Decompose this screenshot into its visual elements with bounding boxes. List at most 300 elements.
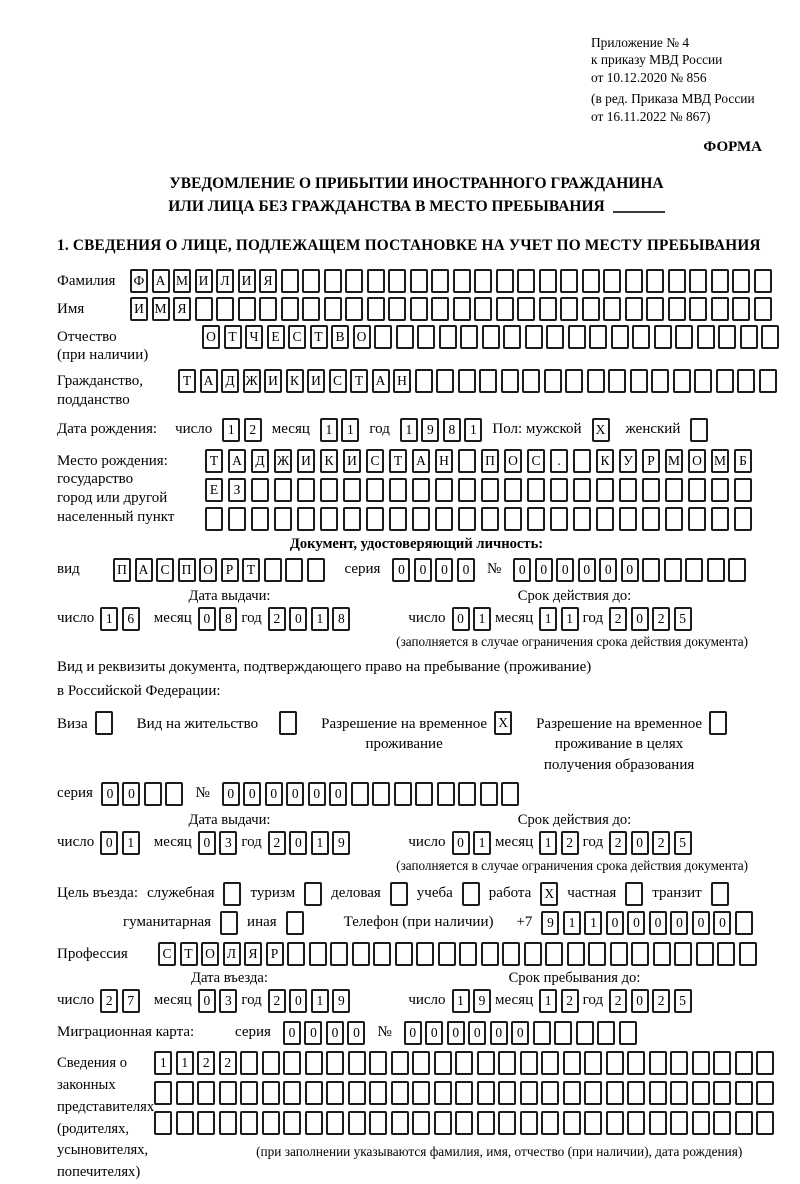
char-cell[interactable]: 9 [332, 831, 350, 855]
char-cell[interactable] [343, 507, 361, 531]
char-cell[interactable] [565, 369, 583, 393]
char-cell[interactable] [458, 369, 476, 393]
char-cell[interactable]: С [156, 558, 174, 582]
char-cell[interactable] [307, 558, 325, 582]
char-cell[interactable] [517, 269, 535, 293]
char-cell[interactable] [391, 1081, 409, 1105]
char-cell[interactable]: 0 [692, 911, 710, 935]
char-cell[interactable] [541, 1051, 559, 1075]
char-cell[interactable]: 0 [308, 782, 326, 806]
char-cell[interactable]: 1 [539, 607, 557, 631]
char-cell[interactable] [297, 507, 315, 531]
char-cell[interactable] [606, 1111, 624, 1135]
char-cell[interactable]: 2 [609, 607, 627, 631]
char-cell[interactable] [664, 558, 682, 582]
char-cell[interactable] [501, 782, 519, 806]
char-cell[interactable] [541, 1081, 559, 1105]
char-cell[interactable] [619, 507, 637, 531]
char-cell[interactable] [665, 507, 683, 531]
char-cell[interactable] [369, 1081, 387, 1105]
char-cell[interactable] [734, 507, 752, 531]
char-cell[interactable] [603, 269, 621, 293]
char-cell[interactable]: Т [224, 325, 242, 349]
char-cell[interactable]: 0 [435, 558, 453, 582]
char-cell[interactable] [345, 269, 363, 293]
char-cell[interactable]: 1 [311, 607, 329, 631]
char-cell[interactable]: Я [259, 269, 277, 293]
char-cell[interactable] [320, 507, 338, 531]
char-cell[interactable] [568, 325, 586, 349]
char-cell[interactable] [649, 1081, 667, 1105]
char-cell[interactable]: 0 [392, 558, 410, 582]
char-cell[interactable] [554, 1021, 572, 1045]
char-cell[interactable]: 6 [122, 607, 140, 631]
char-cell[interactable] [320, 478, 338, 502]
char-cell[interactable]: 0 [457, 558, 475, 582]
char-cell[interactable]: Л [216, 269, 234, 293]
char-cell[interactable] [439, 325, 457, 349]
char-cell[interactable] [545, 942, 563, 966]
char-cell[interactable] [453, 269, 471, 293]
char-cell[interactable]: 0 [414, 558, 432, 582]
char-cell[interactable] [348, 1081, 366, 1105]
char-cell[interactable]: 0 [289, 607, 307, 631]
char-cell[interactable] [390, 882, 408, 906]
char-cell[interactable] [625, 882, 643, 906]
char-cell[interactable] [262, 1051, 280, 1075]
char-cell[interactable] [689, 297, 707, 321]
char-cell[interactable] [573, 449, 591, 473]
char-cell[interactable] [395, 942, 413, 966]
char-cell[interactable]: С [329, 369, 347, 393]
char-cell[interactable] [653, 942, 671, 966]
char-cell[interactable] [504, 478, 522, 502]
char-cell[interactable]: 0 [670, 911, 688, 935]
char-cell[interactable]: 1 [176, 1051, 194, 1075]
char-cell[interactable] [651, 369, 669, 393]
char-cell[interactable] [286, 911, 304, 935]
char-cell[interactable] [717, 942, 735, 966]
char-cell[interactable] [690, 418, 708, 442]
char-cell[interactable]: 0 [326, 1021, 344, 1045]
char-cell[interactable]: И [307, 369, 325, 393]
char-cell[interactable] [348, 1111, 366, 1135]
char-cell[interactable]: 0 [452, 831, 470, 855]
char-cell[interactable]: Ч [245, 325, 263, 349]
char-cell[interactable] [631, 942, 649, 966]
char-cell[interactable]: У [619, 449, 637, 473]
char-cell[interactable] [481, 478, 499, 502]
char-cell[interactable] [670, 1111, 688, 1135]
char-cell[interactable] [351, 782, 369, 806]
char-cell[interactable] [560, 269, 578, 293]
char-cell[interactable] [670, 1081, 688, 1105]
char-cell[interactable] [281, 297, 299, 321]
char-cell[interactable] [281, 269, 299, 293]
char-cell[interactable] [573, 507, 591, 531]
char-cell[interactable] [302, 269, 320, 293]
char-cell[interactable] [563, 1081, 581, 1105]
char-cell[interactable] [692, 1051, 710, 1075]
char-cell[interactable]: 2 [652, 831, 670, 855]
char-cell[interactable] [436, 369, 454, 393]
char-cell[interactable]: 1 [473, 607, 491, 631]
char-cell[interactable]: О [202, 325, 220, 349]
char-cell[interactable] [366, 478, 384, 502]
char-cell[interactable] [754, 297, 772, 321]
char-cell[interactable] [502, 942, 520, 966]
char-cell[interactable] [619, 1021, 637, 1045]
char-cell[interactable]: Т [180, 942, 198, 966]
char-cell[interactable] [632, 325, 650, 349]
char-cell[interactable] [274, 478, 292, 502]
char-cell[interactable] [735, 1111, 753, 1135]
char-cell[interactable]: А [228, 449, 246, 473]
char-cell[interactable] [369, 1111, 387, 1135]
char-cell[interactable] [544, 369, 562, 393]
char-cell[interactable] [759, 369, 777, 393]
char-cell[interactable] [589, 325, 607, 349]
char-cell[interactable]: Е [205, 478, 223, 502]
char-cell[interactable]: М [711, 449, 729, 473]
char-cell[interactable] [520, 1111, 538, 1135]
char-cell[interactable]: И [238, 269, 256, 293]
char-cell[interactable] [539, 297, 557, 321]
char-cell[interactable] [533, 1021, 551, 1045]
char-cell[interactable]: В [331, 325, 349, 349]
char-cell[interactable]: Е [267, 325, 285, 349]
char-cell[interactable] [627, 1081, 645, 1105]
char-cell[interactable]: 0 [452, 607, 470, 631]
char-cell[interactable] [283, 1111, 301, 1135]
char-cell[interactable]: К [286, 369, 304, 393]
char-cell[interactable]: И [343, 449, 361, 473]
char-cell[interactable] [732, 269, 750, 293]
char-cell[interactable] [711, 478, 729, 502]
char-cell[interactable] [216, 297, 234, 321]
char-cell[interactable] [654, 325, 672, 349]
char-cell[interactable] [220, 911, 238, 935]
char-cell[interactable]: Р [221, 558, 239, 582]
char-cell[interactable]: Ф [130, 269, 148, 293]
char-cell[interactable]: Я [173, 297, 191, 321]
char-cell[interactable]: 0 [631, 989, 649, 1013]
char-cell[interactable] [688, 478, 706, 502]
char-cell[interactable] [240, 1081, 258, 1105]
char-cell[interactable]: 2 [561, 989, 579, 1013]
char-cell[interactable]: 8 [443, 418, 461, 442]
char-cell[interactable] [412, 1081, 430, 1105]
char-cell[interactable] [240, 1111, 258, 1135]
char-cell[interactable]: 0 [404, 1021, 422, 1045]
char-cell[interactable]: 1 [122, 831, 140, 855]
char-cell[interactable]: 0 [631, 831, 649, 855]
char-cell[interactable] [195, 297, 213, 321]
char-cell[interactable]: С [366, 449, 384, 473]
char-cell[interactable] [259, 297, 277, 321]
char-cell[interactable]: Л [223, 942, 241, 966]
char-cell[interactable]: 0 [627, 911, 645, 935]
char-cell[interactable] [345, 297, 363, 321]
char-cell[interactable] [412, 478, 430, 502]
char-cell[interactable]: М [173, 269, 191, 293]
char-cell[interactable] [95, 711, 113, 735]
char-cell[interactable]: 2 [652, 607, 670, 631]
char-cell[interactable] [674, 942, 692, 966]
char-cell[interactable] [649, 1051, 667, 1075]
char-cell[interactable]: 0 [304, 1021, 322, 1045]
char-cell[interactable] [563, 1051, 581, 1075]
char-cell[interactable] [304, 882, 322, 906]
char-cell[interactable]: 1 [100, 607, 118, 631]
char-cell[interactable] [219, 1081, 237, 1105]
char-cell[interactable]: О [199, 558, 217, 582]
char-cell[interactable] [343, 478, 361, 502]
char-cell[interactable] [754, 269, 772, 293]
char-cell[interactable] [582, 297, 600, 321]
char-cell[interactable] [735, 1051, 753, 1075]
char-cell[interactable] [527, 507, 545, 531]
char-cell[interactable] [412, 507, 430, 531]
char-cell[interactable]: 2 [219, 1051, 237, 1075]
char-cell[interactable] [739, 942, 757, 966]
char-cell[interactable] [251, 507, 269, 531]
char-cell[interactable] [324, 297, 342, 321]
char-cell[interactable]: Ж [243, 369, 261, 393]
char-cell[interactable]: 0 [198, 607, 216, 631]
char-cell[interactable] [431, 269, 449, 293]
char-cell[interactable] [718, 325, 736, 349]
char-cell[interactable]: П [178, 558, 196, 582]
char-cell[interactable] [274, 507, 292, 531]
char-cell[interactable]: 7 [122, 989, 140, 1013]
char-cell[interactable] [367, 269, 385, 293]
char-cell[interactable] [675, 325, 693, 349]
char-cell[interactable]: 1 [341, 418, 359, 442]
char-cell[interactable] [692, 1081, 710, 1105]
char-cell[interactable] [646, 297, 664, 321]
char-cell[interactable] [716, 369, 734, 393]
char-cell[interactable] [477, 1081, 495, 1105]
char-cell[interactable] [567, 942, 585, 966]
char-cell[interactable] [297, 478, 315, 502]
char-cell[interactable] [520, 1081, 538, 1105]
char-cell[interactable]: 2 [268, 607, 286, 631]
char-cell[interactable] [460, 325, 478, 349]
char-cell[interactable]: 0 [713, 911, 731, 935]
char-cell[interactable] [713, 1051, 731, 1075]
char-cell[interactable] [539, 269, 557, 293]
char-cell[interactable]: Т [205, 449, 223, 473]
char-cell[interactable] [477, 1051, 495, 1075]
char-cell[interactable]: 1 [464, 418, 482, 442]
char-cell[interactable] [326, 1111, 344, 1135]
char-cell[interactable] [673, 369, 691, 393]
char-cell[interactable] [458, 507, 476, 531]
char-cell[interactable]: А [135, 558, 153, 582]
char-cell[interactable]: 8 [332, 607, 350, 631]
char-cell[interactable]: 0 [198, 989, 216, 1013]
char-cell[interactable]: Р [266, 942, 284, 966]
char-cell[interactable] [238, 297, 256, 321]
char-cell[interactable] [305, 1051, 323, 1075]
char-cell[interactable] [496, 297, 514, 321]
char-cell[interactable]: И [130, 297, 148, 321]
char-cell[interactable] [474, 269, 492, 293]
char-cell[interactable] [197, 1081, 215, 1105]
char-cell[interactable]: А [200, 369, 218, 393]
char-cell[interactable] [685, 558, 703, 582]
char-cell[interactable] [668, 269, 686, 293]
char-cell[interactable]: О [353, 325, 371, 349]
char-cell[interactable] [732, 297, 750, 321]
char-cell[interactable]: 1 [452, 989, 470, 1013]
char-cell[interactable]: 0 [447, 1021, 465, 1045]
char-cell[interactable] [305, 1081, 323, 1105]
char-cell[interactable]: 9 [421, 418, 439, 442]
char-cell[interactable] [389, 478, 407, 502]
char-cell[interactable] [434, 1081, 452, 1105]
char-cell[interactable] [563, 1111, 581, 1135]
char-cell[interactable]: 2 [100, 989, 118, 1013]
char-cell[interactable] [396, 325, 414, 349]
char-cell[interactable] [642, 558, 660, 582]
char-cell[interactable] [627, 1051, 645, 1075]
char-cell[interactable] [606, 1051, 624, 1075]
char-cell[interactable]: 1 [584, 911, 602, 935]
char-cell[interactable]: 1 [311, 989, 329, 1013]
char-cell[interactable]: X [494, 711, 512, 735]
char-cell[interactable] [619, 478, 637, 502]
char-cell[interactable]: X [540, 882, 558, 906]
char-cell[interactable]: 2 [197, 1051, 215, 1075]
char-cell[interactable] [498, 1051, 516, 1075]
char-cell[interactable]: 0 [606, 911, 624, 935]
char-cell[interactable]: 1 [473, 831, 491, 855]
char-cell[interactable]: 0 [100, 831, 118, 855]
char-cell[interactable]: А [152, 269, 170, 293]
char-cell[interactable] [415, 369, 433, 393]
char-cell[interactable]: 1 [154, 1051, 172, 1075]
char-cell[interactable] [431, 297, 449, 321]
char-cell[interactable] [326, 1081, 344, 1105]
char-cell[interactable] [477, 1111, 495, 1135]
char-cell[interactable]: П [481, 449, 499, 473]
char-cell[interactable] [455, 1081, 473, 1105]
char-cell[interactable] [285, 558, 303, 582]
char-cell[interactable]: Т [350, 369, 368, 393]
char-cell[interactable] [262, 1111, 280, 1135]
char-cell[interactable] [458, 449, 476, 473]
char-cell[interactable] [388, 269, 406, 293]
char-cell[interactable] [412, 1111, 430, 1135]
char-cell[interactable] [642, 478, 660, 502]
char-cell[interactable]: А [412, 449, 430, 473]
char-cell[interactable] [459, 942, 477, 966]
char-cell[interactable]: Т [242, 558, 260, 582]
char-cell[interactable]: Т [310, 325, 328, 349]
char-cell[interactable] [711, 297, 729, 321]
char-cell[interactable] [481, 507, 499, 531]
char-cell[interactable] [670, 1051, 688, 1075]
char-cell[interactable]: Р [642, 449, 660, 473]
char-cell[interactable] [596, 507, 614, 531]
char-cell[interactable]: Н [393, 369, 411, 393]
char-cell[interactable]: 9 [332, 989, 350, 1013]
char-cell[interactable] [707, 558, 725, 582]
char-cell[interactable] [625, 269, 643, 293]
char-cell[interactable] [474, 297, 492, 321]
char-cell[interactable]: О [201, 942, 219, 966]
char-cell[interactable]: 0 [468, 1021, 486, 1045]
char-cell[interactable] [369, 1051, 387, 1075]
char-cell[interactable]: 0 [535, 558, 553, 582]
char-cell[interactable] [410, 269, 428, 293]
char-cell[interactable]: 0 [101, 782, 119, 806]
char-cell[interactable] [197, 1111, 215, 1135]
char-cell[interactable] [305, 1111, 323, 1135]
char-cell[interactable] [735, 1081, 753, 1105]
char-cell[interactable] [688, 507, 706, 531]
char-cell[interactable]: Б [734, 449, 752, 473]
char-cell[interactable] [550, 478, 568, 502]
char-cell[interactable]: 1 [311, 831, 329, 855]
char-cell[interactable] [417, 325, 435, 349]
char-cell[interactable] [596, 478, 614, 502]
char-cell[interactable] [496, 269, 514, 293]
char-cell[interactable]: А [372, 369, 390, 393]
char-cell[interactable]: Я [244, 942, 262, 966]
char-cell[interactable]: 0 [289, 831, 307, 855]
char-cell[interactable] [302, 297, 320, 321]
char-cell[interactable] [389, 507, 407, 531]
char-cell[interactable] [713, 1111, 731, 1135]
char-cell[interactable] [330, 942, 348, 966]
char-cell[interactable] [479, 369, 497, 393]
char-cell[interactable] [481, 942, 499, 966]
char-cell[interactable] [176, 1081, 194, 1105]
char-cell[interactable] [367, 297, 385, 321]
char-cell[interactable] [697, 325, 715, 349]
char-cell[interactable] [388, 297, 406, 321]
char-cell[interactable] [154, 1081, 172, 1105]
char-cell[interactable] [642, 507, 660, 531]
char-cell[interactable] [520, 1051, 538, 1075]
char-cell[interactable]: 0 [222, 782, 240, 806]
char-cell[interactable]: 1 [561, 607, 579, 631]
char-cell[interactable] [524, 942, 542, 966]
char-cell[interactable] [541, 1111, 559, 1135]
char-cell[interactable] [689, 269, 707, 293]
char-cell[interactable] [587, 369, 605, 393]
char-cell[interactable] [240, 1051, 258, 1075]
char-cell[interactable] [606, 1081, 624, 1105]
char-cell[interactable]: 0 [511, 1021, 529, 1045]
char-cell[interactable]: 0 [286, 782, 304, 806]
char-cell[interactable]: 3 [219, 831, 237, 855]
char-cell[interactable]: 0 [578, 558, 596, 582]
char-cell[interactable]: 2 [652, 989, 670, 1013]
char-cell[interactable] [223, 882, 241, 906]
char-cell[interactable]: 1 [539, 989, 557, 1013]
char-cell[interactable]: С [288, 325, 306, 349]
char-cell[interactable]: 0 [347, 1021, 365, 1045]
char-cell[interactable]: X [592, 418, 610, 442]
char-cell[interactable] [694, 369, 712, 393]
char-cell[interactable] [696, 942, 714, 966]
char-cell[interactable] [176, 1111, 194, 1135]
char-cell[interactable] [734, 478, 752, 502]
